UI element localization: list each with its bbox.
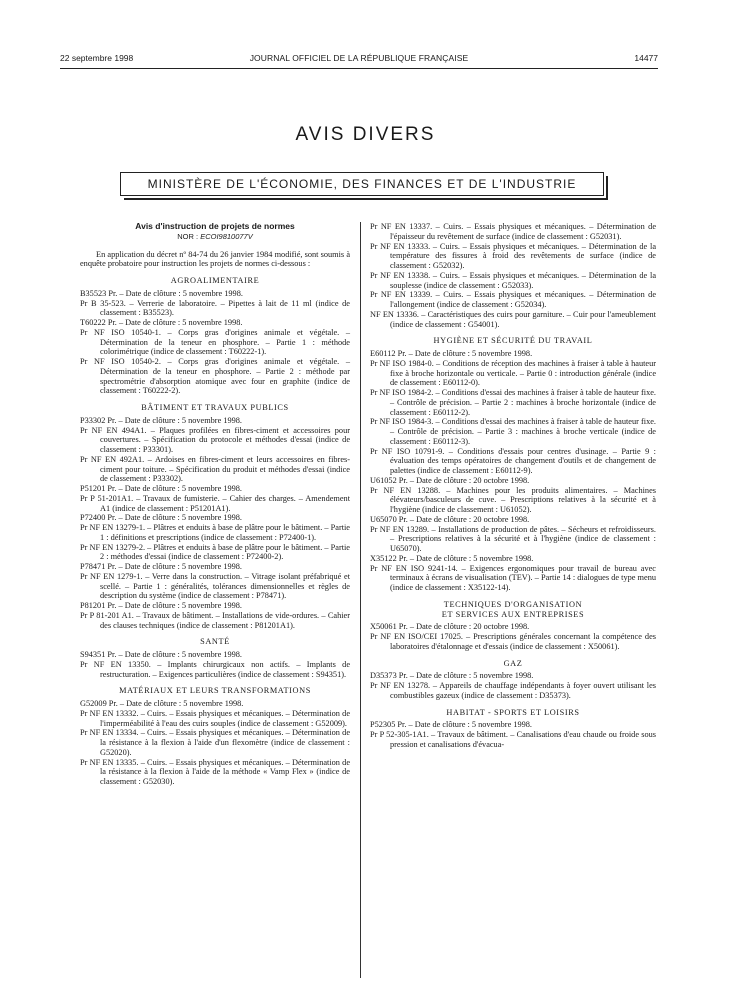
norm-entry: Pr NF EN 13332. – Cuirs. – Essais physiques et mécaniques. – Détermination de l'imperméabilité à l'eau des cuirs souples (indice de classement : G52009). — [80, 708, 350, 728]
norm-entry: G52009 Pr. – Date de clôture : 5 novembre 1998. — [80, 699, 244, 708]
norm-entry: Pr NF EN 13338. – Cuirs. – Essais physiques et mécaniques. – Détermination de la souplesse (indice de classement : G52033). — [370, 270, 656, 290]
ministry-banner: MINISTÈRE DE L'ÉCONOMIE, DES FINANCES ET DE L'INDUSTRIE — [120, 172, 604, 196]
norm-entry: Pr NF EN 13339. – Cuirs. – Essais physiques et mécaniques. – Détermination de l'allongement (indice de classement : G52034). — [370, 290, 656, 309]
left-column — [80, 222, 350, 787]
norm-entry: Pr NF ISO 1984-0. – Conditions de réception des machines à fraiser à table à hauteur fixe à broche horizontale ou verticale. – Partie 0 : introduction générale (indice de classement : E60112-0). — [370, 358, 656, 388]
notice-intro: En application du décret nº 84-74 du 26 janvier 1984 modifié, sont soumis à enquête probatoire pour instruction les projets de normes ci-dessous : — [80, 249, 350, 269]
norm-entry: Pr NF EN ISO/CEI 17025. – Prescriptions générales concernant la compétence des laboratoires d'étalonnage et d'essais (indice de classement : X50061). — [370, 632, 656, 651]
norm-entry: Pr NF EN ISO 9241-14. – Exigences ergonomiques pour travail de bureau avec terminaux à écrans de visualisation (TEV). – Partie 14 : dialogues de type menu (indice de classement : X35122-14). — [370, 563, 656, 592]
norm-entry: Pr NF ISO 1984-3. – Conditions d'essai des machines à fraiser à table de hauteur fixe. – Contrôle de précision. – Partie 3 : machines à broche verticale (indice de classement : E60112-3). — [370, 417, 656, 446]
norm-entry: T60222 Pr. – Date de clôture : 5 novembre 1998. — [80, 318, 243, 327]
column-divider — [360, 222, 361, 978]
norm-entry: B35523 Pr. – Date de clôture : 5 novembre 1998. — [80, 288, 243, 298]
section-heading: MATÉRIAUX ET LEURS TRANSFORMATIONS — [119, 686, 311, 696]
norm-entry: S94351 Pr. – Date de clôture : 5 novembre 1998. — [80, 650, 242, 659]
norm-entry: X50061 Pr. – Date de clôture : 20 octobre 1998. — [370, 622, 530, 632]
section-heading: TECHNIQUES D'ORGANISATION ET SERVICES AUX ENTREPRISES — [441, 599, 585, 619]
journal-name: JOURNAL OFFICIEL DE LA RÉPUBLIQUE FRANÇAISE — [249, 53, 469, 63]
norm-entry: E60112 Pr. – Date de clôture : 5 novembre 1998. — [370, 349, 533, 358]
left-sections — [80, 276, 350, 787]
norm-entry: U61052 Pr. – Date de clôture : 20 octobre 1998. — [370, 475, 530, 485]
norm-entry: P51201 Pr. – Date de clôture : 5 novembre 1998. — [80, 484, 242, 493]
page-title: AVIS DIVERS — [295, 124, 436, 145]
header-rule — [60, 68, 658, 69]
norm-entry: U65070 Pr. – Date de clôture : 20 octobre 1998. — [370, 514, 530, 524]
norm-entry: Pr NF ISO 1984-2. – Conditions d'essai des machines à fraiser à table de hauteur fixe. – Contrôle de précision. – Partie 2 : machines à broche horizontale (indice de classement : E60112-2). — [370, 388, 656, 417]
norm-entry: Pr NF EN 13350. – Implants chirurgicaux non actifs. – Implants de restructuration. – Exigences particulières (indice de classement : S94351). — [80, 659, 350, 679]
issue-date: 22 septembre 1998 — [60, 53, 134, 63]
norm-entry: Pr NF EN 13279-2. – Plâtres et enduits à base de plâtre pour le bâtiment. – Partie 2 : méthodes d'essai (indice de classement : P72400-2). — [80, 542, 350, 562]
page-number: 14477 — [634, 53, 658, 63]
norm-entry: Pr NF EN 13337. – Cuirs. – Essais physiques et mécaniques. – Détermination de l'épaisseur du revêtement de surface (indice de classement : G52031). — [370, 222, 656, 241]
norm-entry: D35373 Pr. – Date de clôture : 5 novembre 1998. — [370, 671, 534, 681]
norm-entry: P33302 Pr. – Date de clôture : 5 novembre 1998. — [80, 415, 242, 425]
norm-entry: Pr P 51-201A1. – Travaux de fumisterie. – Cahier des charges. – Amendement A1 (indice de classement : P51201A1). — [80, 493, 350, 513]
norm-entry: Pr NF ISO 10540-1. – Corps gras d'origines animale et végétale. – Détermination de la teneur en phosphore. – Partie 1 : méthode colorimétrique (indice de classement : T60222-1). — [80, 327, 350, 357]
section-heading: BÂTIMENT ET TRAVAUX PUBLICS — [141, 403, 289, 412]
nor-label: NOR : — [177, 231, 201, 241]
norm-entry: Pr NF EN 492A1. – Ardoises en fibres-ciment et leurs accessoires en fibres-ciment pour toiture. – Spécification du produit et méthodes d'essai (indice de classement : P33302). — [80, 454, 350, 484]
norm-entry: P78471 Pr. – Date de clôture : 5 novembre 1998. — [80, 562, 242, 571]
section-heading: SANTÉ — [200, 637, 230, 647]
norm-entry: Pr NF EN 13333. – Cuirs. – Essais physiques et mécaniques. – Détermination de la température des fissures à froid des revêtements de surface (indice de classement : G52032). — [370, 241, 656, 270]
norm-entry: Pr NF EN 13289. – Installations de production de pâtes. – Sécheurs et refroidisseurs. – Prescriptions relatives à la sécurité et à l'hygiène (indice de classement : U65070). — [370, 524, 656, 553]
norm-entry: Pr NF EN 494A1. – Plaques profilées en fibres-ciment et accessoires pour couvertures. – Spécification du protocole et méthodes d'essai (indice de classement : P33301). — [80, 425, 350, 454]
right-sections — [370, 222, 656, 750]
norm-entry: P81201 Pr. – Date de clôture : 5 novembre 1998. — [80, 601, 242, 610]
norm-entry: Pr NF EN 13288. – Machines pour les produits alimentaires. – Machines élévateurs/basculeurs de cuve. – Prescriptions relatives à la sécurité et à l'hygiène (indice de classement : U61052). — [370, 485, 656, 514]
norm-entry: X35122 Pr. – Date de clôture : 5 novembre 1998. — [370, 553, 534, 563]
nor-code: ECOI9810077V — [200, 231, 253, 241]
norm-entry: P52305 Pr. – Date de clôture : 5 novembre 1998. — [370, 720, 532, 730]
norm-entry: Pr P 52-305-1A1. – Travaux de bâtiment. – Canalisations d'eau chaude ou froide sous pression et canalisations d'évacua- — [370, 730, 656, 749]
page-header — [60, 53, 658, 67]
norm-entry: Pr NF ISO 10791-9. – Conditions d'essais pour centres d'usinage. – Partie 9 : évaluation des temps opératoires de changement d'outils et de changement de palettes (indice de classement : E60112-9). — [370, 446, 656, 475]
section-heading: HYGIÈNE ET SÉCURITÉ DU TRAVAIL — [433, 336, 593, 346]
norm-entry: Pr P 81-201 A1. – Travaux de bâtiment. – Installations de vide-ordures. – Cahier des clauses techniques (indice de classement : P81201A1). — [80, 610, 350, 630]
norm-entry: Pr NF EN 13278. – Appareils de chauffage indépendants à foyer ouvert utilisant les combustibles gazeux (indice de classement : D35373). — [370, 681, 656, 700]
norm-entry: Pr NF EN 13279-1. – Plâtres et enduits à base de plâtre pour le bâtiment. – Partie 1 : définitions et prescriptions (indice de classement : P72400-1). — [80, 523, 350, 542]
nor-reference — [80, 232, 350, 242]
norm-entry: Pr NF EN 13335. – Cuirs. – Essais physiques et mécaniques. – Détermination de la résistance à la flexion à l'aide de la méthode « Vamp Flex » (indice de classement : G52030). — [80, 757, 350, 786]
norm-entry: NF EN 13336. – Caractéristiques des cuirs pour garniture. – Cuir pour l'ameublement (indice de classement : G54001). — [370, 309, 656, 329]
norm-entry: Pr NF EN 13334. – Cuirs. – Essais physiques et mécaniques. – Détermination de la résistance à la flexion à l'aide d'un flexomètre (indice de classement : G52020). — [80, 728, 350, 757]
norm-entry: P72400 Pr. – Date de clôture : 5 novembre 1998. — [80, 513, 242, 523]
section-heading: GAZ — [503, 658, 523, 668]
section-heading: HABITAT - SPORTS ET LOISIRS — [446, 707, 580, 717]
section-heading: AGROALIMENTAIRE — [170, 276, 260, 285]
right-column — [370, 222, 656, 750]
norm-entry: Pr B 35-523. – Verrerie de laboratoire. – Pipettes à lait de 11 ml (indice de classement : B35523). — [80, 298, 350, 318]
notice-title: Avis d'instruction de projets de normes — [135, 221, 295, 231]
norm-entry: Pr NF EN 1279-1. – Verre dans la construction. – Vitrage isolant préfabriqué et scellé. – Partie 1 : généralités, tolérances dimensionnelles et règles de description du système (indice de classement : P78471). — [80, 571, 350, 601]
norm-entry: Pr NF ISO 10540-2. – Corps gras d'origines animale et végétale. – Détermination de la teneur en phosphore. – Partie 2 : méthode par spectrométrie d'absorption atomique avec four en graphite (indice de classement : T60222-2). — [80, 357, 350, 396]
